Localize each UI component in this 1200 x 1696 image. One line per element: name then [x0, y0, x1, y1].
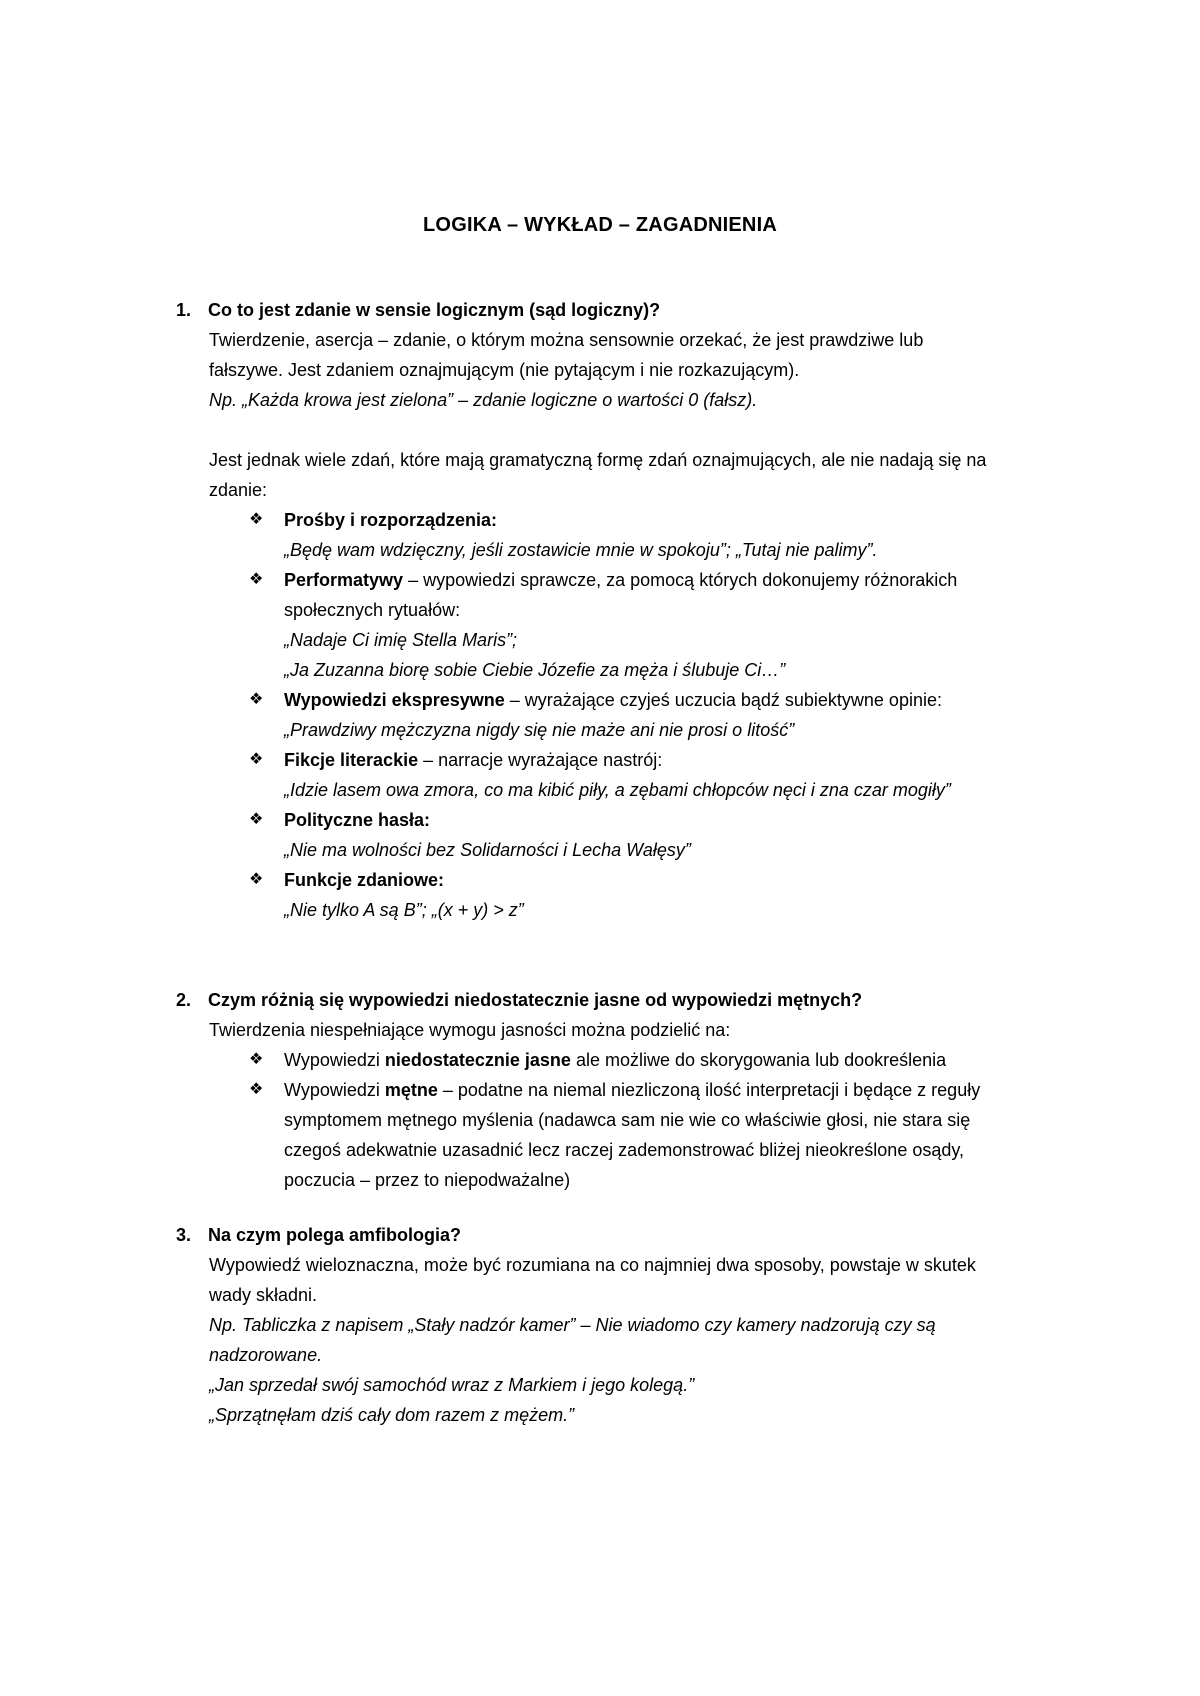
example-line: „Jan sprzedał swój samochód wraz z Markiem i jego kolegą.”: [209, 1375, 695, 1395]
question-2: [176, 985, 1076, 1195]
example-line: „Nie ma wolności bez Solidarności i Lecha Wałęsy”: [284, 840, 691, 860]
question-title: Czym różnią się wypowiedzi niedostatecznie jasne od wypowiedzi mętnych?: [208, 990, 863, 1010]
page-title: LOGIKA – WYKŁAD – ZAGADNIENIA: [423, 214, 777, 236]
question-number: 2.: [176, 990, 192, 1010]
item-desc: – narracje wyrażające nastrój:: [418, 750, 663, 770]
answer-line: Jest jednak wiele zdań, które mają gramatyczną formę zdań oznajmujących, ale nie nadają się na: [209, 450, 987, 470]
example-line: nadzorowane.: [209, 1345, 323, 1365]
question-1: [176, 295, 1076, 925]
item-term: Prośby i rozporządzenia:: [284, 510, 498, 530]
item-term: niedostatecznie jasne: [384, 1050, 571, 1070]
bullet-list: [209, 505, 1076, 925]
list-item: [249, 685, 1076, 745]
four-diamond-star-icon: ❖: [249, 511, 264, 528]
item-desc: – wypowiedzi sprawcze, za pomocą których dokonujemy różnorakich: [403, 570, 958, 590]
answer-line: wady składni.: [209, 1285, 318, 1305]
list-item: [249, 745, 1076, 805]
list-item: [249, 1075, 1076, 1195]
four-diamond-star-icon: ❖: [249, 571, 264, 588]
bullet-list: [209, 1045, 1076, 1195]
example-line: „Sprzątnęłam dziś cały dom razem z mężem.”: [209, 1405, 575, 1425]
example-line: „Będę wam wdzięczny, jeśli zostawicie mnie w spokoju”; „Tutaj nie palimy”.: [284, 540, 878, 560]
item-desc-cont: poczucia – przez to niepodważalne): [284, 1170, 571, 1190]
example-line: „Nie tylko A są B”; „(x + y) > z”: [284, 900, 524, 920]
example-line: „Idzie lasem owa zmora, co ma kibić piły, a zębami chłopców nęci i zna czar mogiły”: [284, 780, 951, 800]
item-desc-cont: symptomem mętnego myślenia (nadawca sam nie wie co właściwie głosi, nie stara się: [284, 1110, 971, 1130]
item-term: Wypowiedzi ekspresywne: [284, 690, 505, 710]
item-desc: – wyrażające czyjeś uczucia bądź subiektywne opinie:: [504, 690, 942, 710]
item-desc-cont: czegoś adekwatnie uzasadnić lecz raczej zademonstrować bliżej nieokreślone osądy,: [284, 1140, 965, 1160]
four-diamond-star-icon: ❖: [249, 811, 264, 828]
example-line: Np. Tabliczka z napisem „Stały nadzór kamer” – Nie wiadomo czy kamery nadzorują czy są: [209, 1315, 936, 1335]
item-text: Wypowiedzi: [284, 1080, 385, 1100]
list-item: [249, 1045, 1076, 1075]
question-number: 3.: [176, 1225, 192, 1245]
item-term: Fikcje literackie: [284, 750, 419, 770]
item-text: Wypowiedzi: [284, 1050, 385, 1070]
list-item: [249, 805, 1076, 865]
four-diamond-star-icon: ❖: [249, 1081, 264, 1098]
question-title: Na czym polega amfibologia?: [208, 1225, 462, 1245]
question-3: [176, 1220, 1076, 1430]
answer-line: fałszywe. Jest zdaniem oznajmującym (nie pytającym i nie rozkazującym).: [209, 360, 800, 380]
list-item: [249, 565, 1076, 685]
example-line: „Nadaje Ci imię Stella Maris”;: [284, 630, 518, 650]
four-diamond-star-icon: ❖: [249, 1051, 264, 1068]
four-diamond-star-icon: ❖: [249, 751, 264, 768]
item-term: Performatywy: [284, 570, 404, 590]
list-item: [249, 865, 1076, 925]
item-term: mętne: [384, 1080, 438, 1100]
question-number: 1.: [176, 300, 192, 320]
item-term: Polityczne hasła:: [284, 810, 431, 830]
question-title: Co to jest zdanie w sensie logicznym (sąd logiczny)?: [208, 300, 661, 320]
example-line: Np. „Każda krowa jest zielona” – zdanie logiczne o wartości 0 (fałsz).: [209, 390, 758, 410]
four-diamond-star-icon: ❖: [249, 691, 264, 708]
answer-line: Twierdzenia niespełniające wymogu jasności można podzielić na:: [209, 1020, 731, 1040]
answer-line: zdanie:: [209, 480, 268, 500]
answer-line: Wypowiedź wieloznaczna, może być rozumiana na co najmniej dwa sposoby, powstaje w skutek: [209, 1255, 976, 1275]
item-desc-cont: społecznych rytuałów:: [284, 600, 461, 620]
answer-line: Twierdzenie, asercja – zdanie, o którym można sensownie orzekać, że jest prawdziwe lub: [209, 330, 924, 350]
item-term: Funkcje zdaniowe:: [284, 870, 445, 890]
item-text: ale możliwe do skorygowania lub dookreślenia: [570, 1050, 947, 1070]
list-item: [249, 505, 1076, 565]
example-line: „Prawdziwy mężczyzna nigdy się nie maże ani nie prosi o litość”: [284, 720, 795, 740]
example-line: „Ja Zuzanna biorę sobie Ciebie Józefie za męża i ślubuje Ci…”: [284, 660, 786, 680]
four-diamond-star-icon: ❖: [249, 871, 264, 888]
item-text: – podatne na niemal niezliczoną ilość interpretacji i będące z reguły: [437, 1080, 981, 1100]
